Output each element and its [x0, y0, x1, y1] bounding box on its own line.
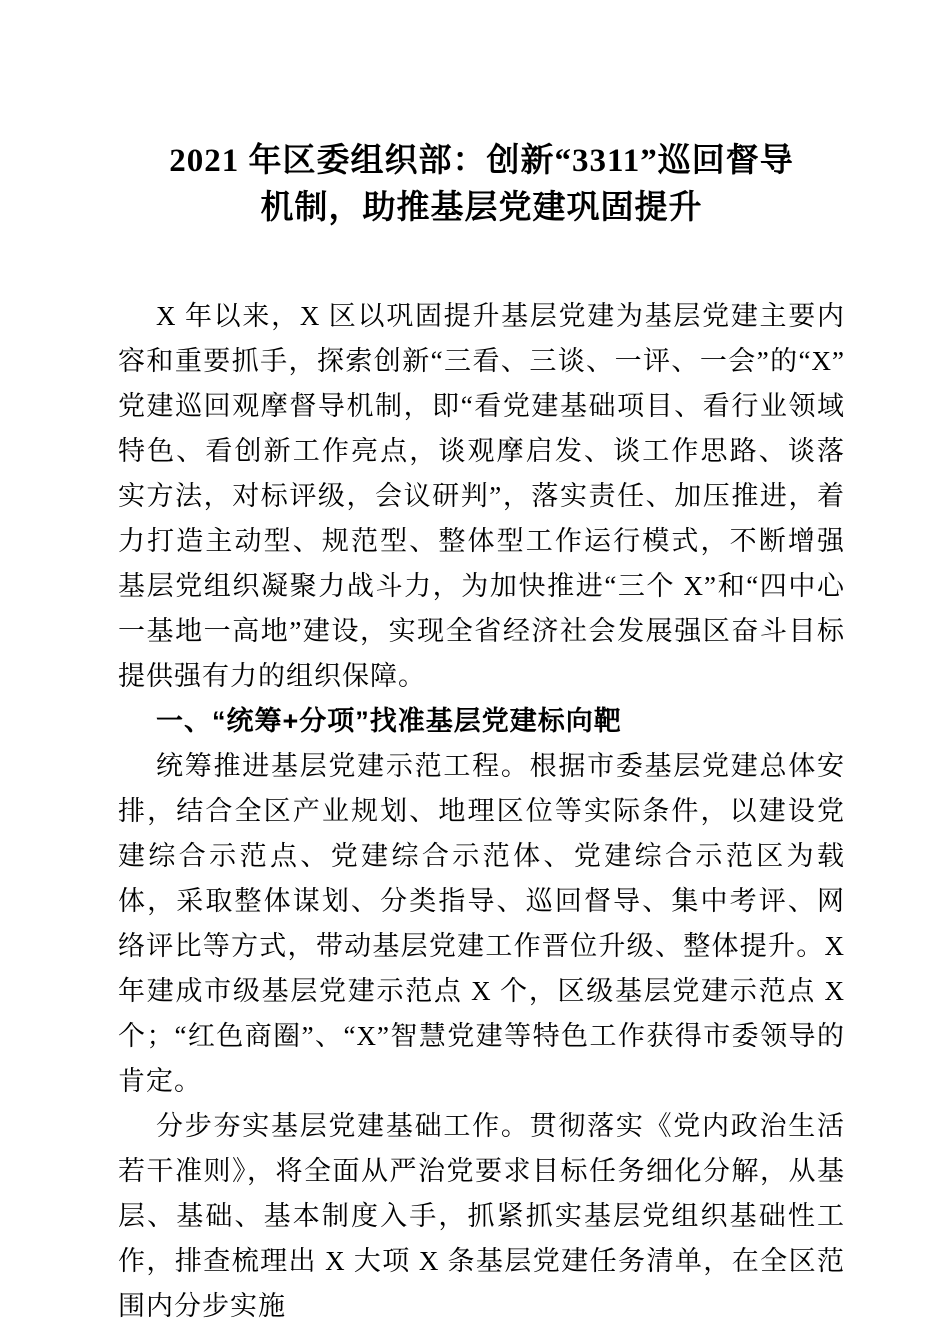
section-1-heading: 一、“统筹+分项”找准基层党建标向靶 — [156, 706, 622, 736]
document-title-line-2: 机制，助推基层党建巩固提升 — [260, 190, 703, 226]
section-1-paragraph-1: 统筹推进基层党建示范工程。根据市委基层党建总体安排，结合全区产业规划、地理区位等实际条件，以建设党建综合示范点、党建综合示范体、党建综合示范区为载体，采取整体谋划、分类指导、巡回督导、集中考评、网络评比等方式，带动基层党建工作晋位升级、整体提升。X 年建成市级基层党建示范点 X 个，区级基层党建示范点 X 个；“红色商圈”、“X”智慧党建等特色工作获得市委领导的肯定。 — [118, 751, 845, 1096]
document-title-line-1: 2021 年区委组织部：创新“3311”巡回督导 — [169, 143, 794, 179]
intro-paragraph: X 年以来，X 区以巩固提升基层党建为基层党建主要内容和重要抓手，探索创新“三看、三谈、一评、一会”的“X”党建巡回观摩督导机制，即“看党建基础项目、看行业领域特色、看创新工作亮点，谈观摩启发、谈工作思路、谈落实方法，对标评级，会议研判”，落实责任、加压推进，着力打造主动型、规范型、整体型工作运行模式，不断增强基层党组织凝聚力战斗力，为加快推进“三个 X”和“四中心一基地一高地”建设，实现全省经济社会发展强区奋斗目标提供强有力的组织保障。 — [118, 301, 845, 691]
document-title — [118, 138, 845, 232]
section-1-paragraph-2: 分步夯实基层党建基础工作。贯彻落实《党内政治生活若干准则》，将全面从严治党要求目标任务细化分解，从基层、基础、基本制度入手，抓紧抓实基层党组织基础性工作，排查梳理出 X 大项 X 条基层党建任务清单，在全区范围内分步实施 — [118, 1111, 845, 1321]
